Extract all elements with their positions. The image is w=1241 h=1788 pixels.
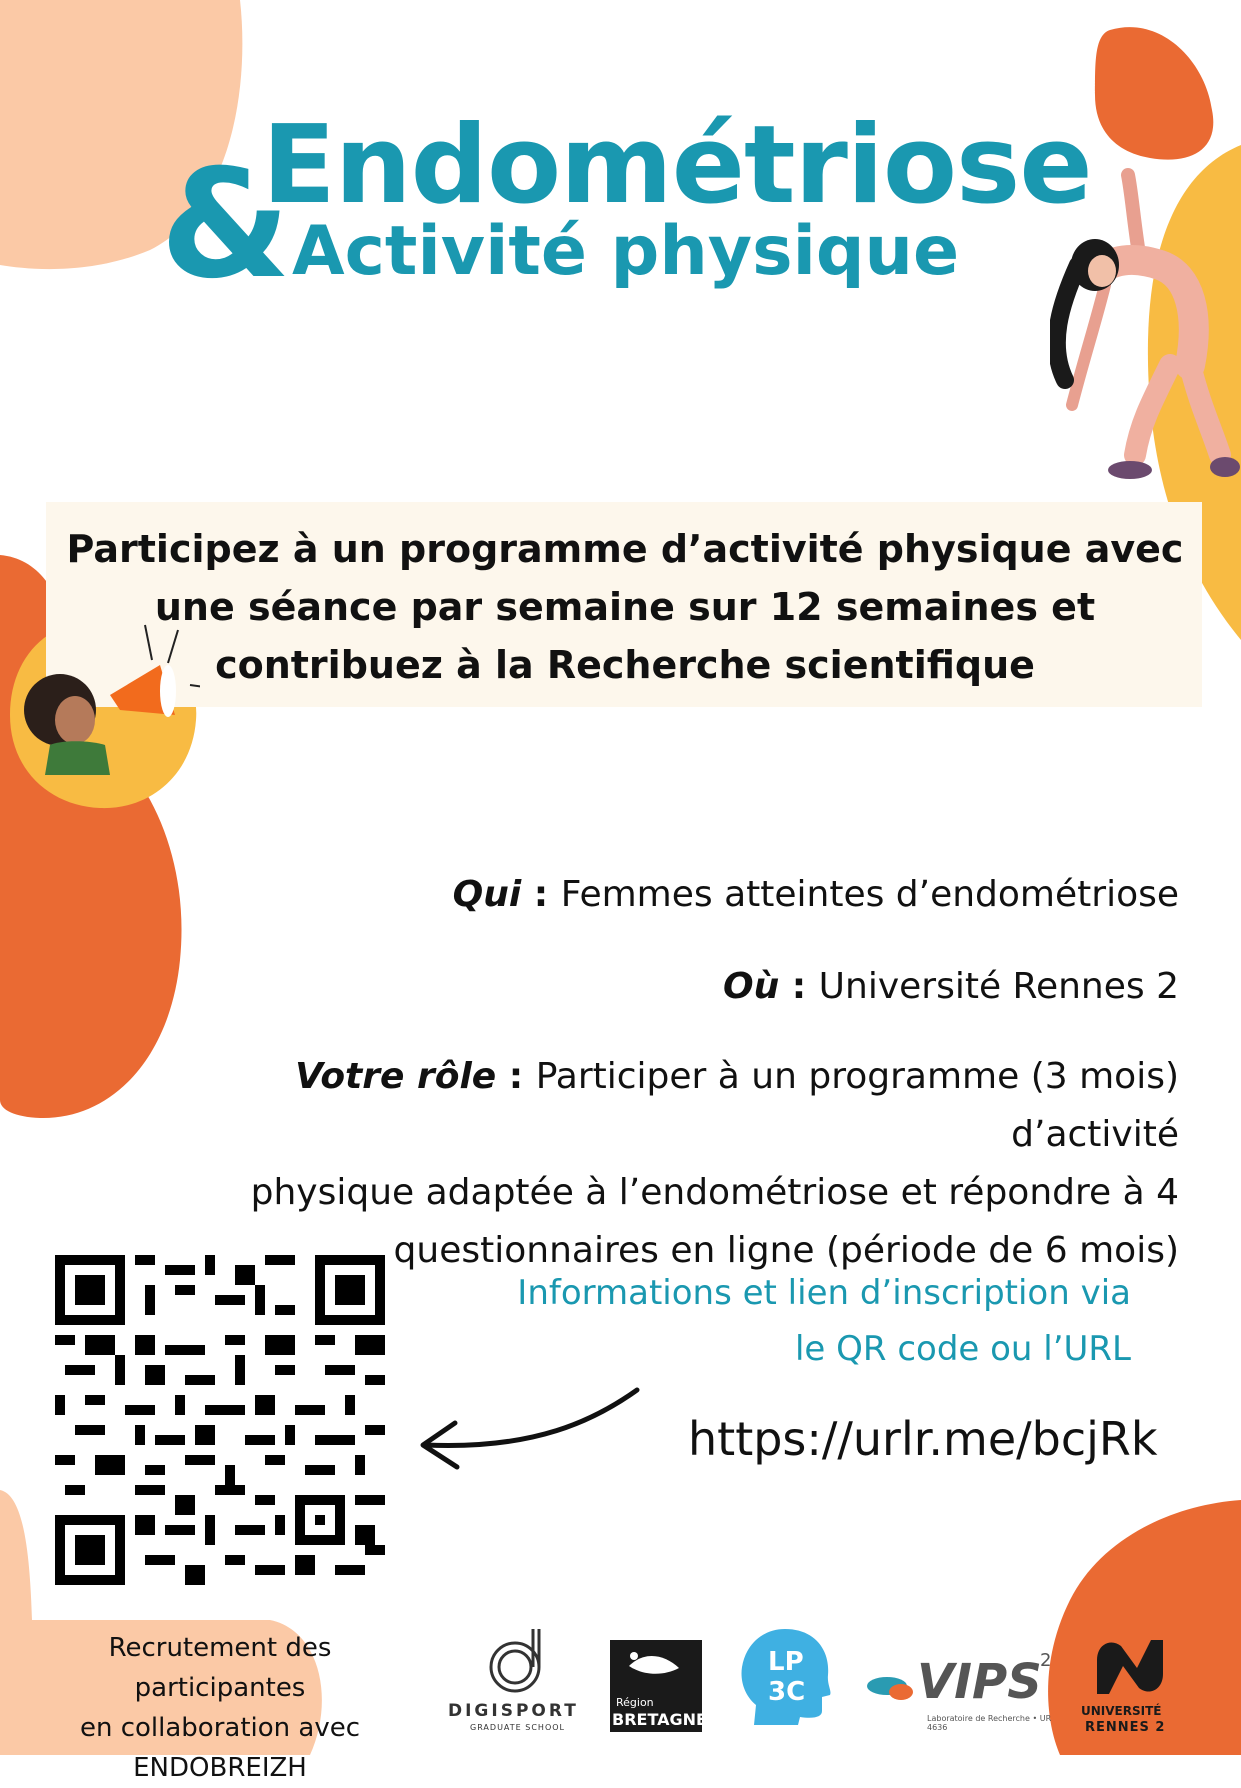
role-label: Votre rôle bbox=[295, 1056, 497, 1097]
banner-text bbox=[60, 520, 1190, 694]
role-line-3: questionnaires en ligne (période de 6 mois) bbox=[393, 1230, 1179, 1271]
info-ou bbox=[119, 958, 1179, 1016]
digisport-name: DIGISPORT bbox=[448, 1701, 579, 1721]
qui-separator: : bbox=[521, 874, 561, 915]
info-qui bbox=[119, 866, 1179, 924]
lp3c-logo bbox=[740, 1625, 835, 1725]
vips-logo bbox=[865, 1650, 1055, 1730]
ermine-icon bbox=[624, 1646, 684, 1686]
ou-label: Où bbox=[722, 966, 780, 1007]
digisport-sub: GRADUATE SCHOOL bbox=[470, 1723, 565, 1732]
megaphone-person-illustration bbox=[10, 615, 200, 775]
banner-line-1: Participez à un programme d’activité physique avec bbox=[66, 527, 1184, 571]
arrow-icon bbox=[415, 1385, 645, 1485]
rennes2-line-1: UNIVERSITÉ bbox=[1081, 1704, 1162, 1718]
region-small-label: Région bbox=[616, 1696, 654, 1709]
rennes2-mark-icon bbox=[1089, 1632, 1169, 1702]
qr-code[interactable] bbox=[55, 1255, 385, 1585]
role-line-2: physique adaptée à l’endométriose et répondre à 4 bbox=[250, 1172, 1179, 1213]
vips-mark-icon bbox=[865, 1672, 915, 1702]
digisport-logo bbox=[440, 1625, 590, 1735]
banner-line-2: une séance par semaine sur 12 semaines et bbox=[154, 585, 1096, 629]
info-role bbox=[119, 1048, 1179, 1280]
vips-superscript: 2 bbox=[1040, 1650, 1052, 1671]
cta-text bbox=[431, 1265, 1131, 1377]
vips-subtitle: Laboratoire de Recherche • UR 4636 bbox=[927, 1714, 1052, 1732]
credit-line-1: Recrutement des participantes bbox=[108, 1633, 332, 1703]
rennes2-line-2: RENNES 2 bbox=[1085, 1720, 1166, 1735]
title-main: Endométriose bbox=[262, 103, 1092, 228]
region-bretagne-logo bbox=[610, 1640, 707, 1732]
registration-url[interactable]: https://urlr.me/bcjRk bbox=[688, 1412, 1158, 1466]
cta-line-1: Informations et lien d’inscription via bbox=[517, 1273, 1131, 1313]
vips-name: VIPS bbox=[917, 1654, 1042, 1710]
credit-text bbox=[20, 1628, 420, 1788]
role-value-1: Participer à un programme (3 mois) d’activité bbox=[535, 1056, 1179, 1155]
banner-line-3: contribuez à la Recherche scientifique bbox=[215, 643, 1035, 687]
qui-label: Qui bbox=[452, 874, 522, 915]
role-separator: : bbox=[496, 1056, 536, 1097]
title-ampersand: & bbox=[160, 138, 291, 312]
orange-blob-top-right bbox=[1095, 27, 1213, 160]
universite-rennes2-logo bbox=[1075, 1632, 1185, 1737]
lp3c-line-2: 3C bbox=[768, 1677, 806, 1707]
credit-line-2: en collaboration avec bbox=[79, 1713, 361, 1743]
lp3c-line-1: LP bbox=[768, 1647, 804, 1677]
role-line-1 bbox=[119, 1048, 1179, 1164]
ou-separator: : bbox=[779, 966, 819, 1007]
stretching-woman-illustration bbox=[1050, 165, 1240, 485]
credit-line-3: ENDOBREIZH bbox=[133, 1753, 307, 1783]
ou-value: Université Rennes 2 bbox=[818, 966, 1179, 1007]
region-big-label: BRETAGNE bbox=[612, 1710, 707, 1729]
qui-value: Femmes atteintes d’endométriose bbox=[560, 874, 1179, 915]
title-subtitle: Activité physique bbox=[292, 212, 960, 291]
digisport-mark-icon bbox=[475, 1625, 555, 1695]
cta-line-2: le QR code ou l’URL bbox=[794, 1329, 1131, 1369]
